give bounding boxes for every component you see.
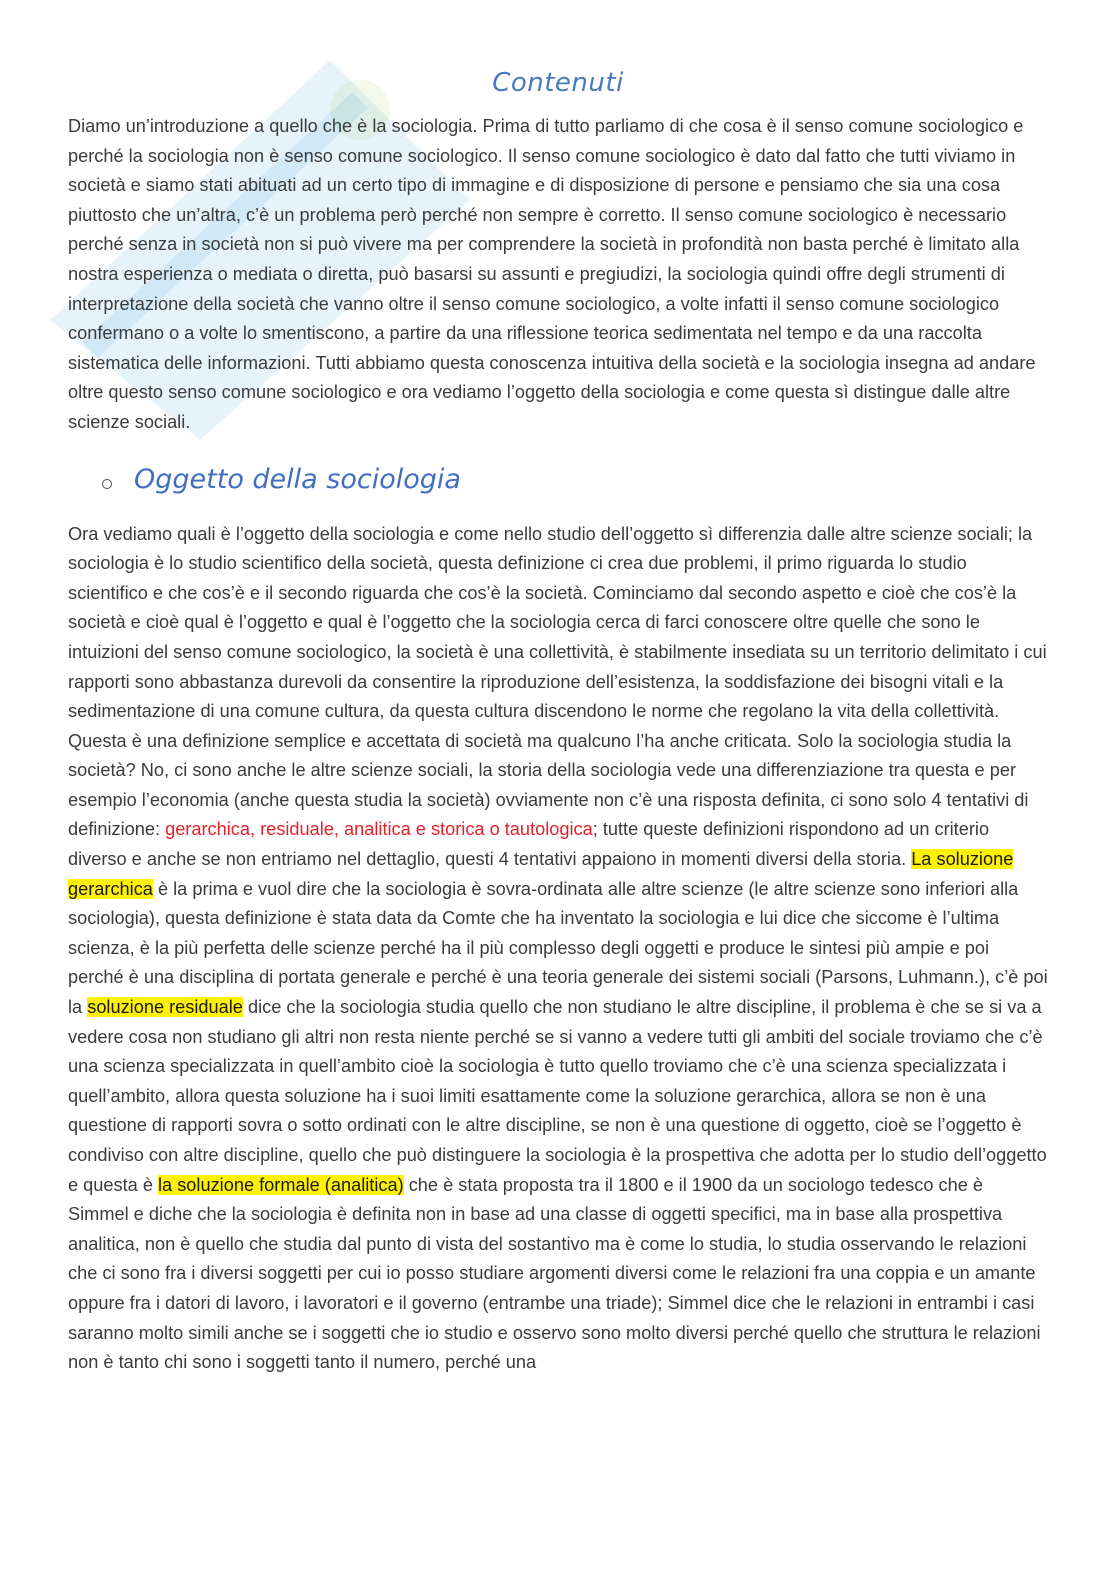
section-title: Oggetto della sociologia bbox=[134, 464, 461, 496]
section-heading bbox=[68, 460, 1048, 500]
text-run: dice che la sociologia studia quello che non studiano le altre discipline, il problema è che se si va a vedere cosa non studiano gli altri non resta niente perché se si vanno a vedere tutti gli ambiti del sociale troviamo che c’è una scienza specializzata in quell’ambito cioè la sociologia è tutto quello troviamo che c’è una scienza specializzata i quell’ambito, allora questa soluzione ha i suoi limiti esattamente come la soluzione gerarchica, allora se non è una questione di rapporti sovra o sotto ordinati con le altre discipline, se non è una questione di oggetto, cioè se l’oggetto è condiviso con altre discipline, quello che può distinguere la sociologia è la prospettiva che adotta per lo studio dell’oggetto e questa è bbox=[68, 997, 1047, 1195]
page-title: Contenuti bbox=[492, 68, 624, 98]
highlight-gerarchica: La soluzione gerarchica bbox=[68, 849, 1014, 899]
text-run: è la prima e vuol dire che la sociologia è sovra-ordinata alle altre scienze (le altre scienze sono inferiori alla sociologia), questa definizione è stata data da Comte che ha inventato la sociologia e lui dice che siccome è l’ultima scienza, è la più perfetta delle scienze perché ha il più complesso degli oggetti e produce le sintesi più ampie e poi perché è una disciplina di portata generale e perché è una teoria generale dei sistemi sociali (Parsons, Luhmann.), c’è poi la bbox=[68, 878, 1048, 1018]
section-paragraph bbox=[68, 520, 1048, 1378]
highlight-residuale: soluzione residuale bbox=[87, 997, 243, 1018]
highlight-analitica: la soluzione formale (analitica) bbox=[158, 1174, 404, 1195]
text-run: Ora vediamo quali è l’oggetto della sociologia e come nello studio dell’oggetto sì differenzia dalle altre scienze sociali; la sociologia è lo studio scientifico della società, questa definizione ci crea due problemi, il primo riguarda lo studio scientifico e che cos’è e il secondo riguarda che cos’è la società. Cominciamo dal secondo aspetto e cioè che cos’è la società e cioè qual è l’oggetto e qual è l’oggetto che la sociologia cerca di farci conoscere oltre quelle che sono le intuizioni del senso comune sociologico, la società è una collettività, è stabilmente insediata su un territorio delimitato i cui rapporti sono abbastanza durevoli da consentire la riproduzione dell’esistenza, la soddisfazione dei bisogni vitali e la sedimentazione di una comune cultura, da questa cultura discendono le norme che regolano la vita della collettività. Questa è una definizione semplice e accettata di società ma qualcuno l’ha anche criticata. Solo la sociologia studia la società? No, ci sono anche le altre scienze sociali, la storia della sociologia vede una differenziazione tra questa e per esempio l’economia (anche questa studia la società) ovviamente non c’è una risposta definita, ci sono solo 4 tentativi di definizione: bbox=[68, 523, 1047, 840]
bullet-circle-icon bbox=[102, 479, 112, 489]
text-run: ; tutte queste definizioni rispondono ad un criterio diverso e anche se non entriamo nel dettaglio, questi 4 tentativi appaiono in momenti diversi della storia. bbox=[68, 819, 990, 870]
text-run: che è stata proposta tra il 1800 e il 1900 da un sociologo tedesco che è Simmel e diche che la sociologia è definita non in base ad una classe di oggetti specifici, ma in base alla prospettiva analitica, non è quello che studia dal punto di vista del sostantivo ma è come lo studia, lo studia osservando le relazioni che ci sono fra i diversi soggetti per cui io posso studiare argomenti diversi come le relazioni fra una coppia e un amante oppure fra i datori di lavoro, i lavoratori e il governo (entrambe una triade); Simmel dice che le relazioni in entrambi i casi saranno molto simili anche se i soggetti che io studio e osservo sono molto diversi perché quello che struttura le relazioni non è tanto chi sono i soggetti tanto il numero, perché una bbox=[68, 1174, 1041, 1373]
intro-paragraph: Diamo un’introduzione a quello che è la sociologia. Prima di tutto parliamo di che cosa è il senso comune sociologico e perché la sociologia non è senso comune sociologico. Il senso comune sociologico è dato dal fatto che tutti viviamo in società e siamo stati abituati ad un certo tipo di immagine e di disposizione di persone e pensiamo che sia una cosa piuttosto che un’altra, c’è un problema però perché non sempre è corretto. Il senso comune sociologico è necessario perché senza in società non si può vivere ma per comprendere la società in profondità non basta perché è limitato alla nostra esperienza o mediata o diretta, può basarsi su assunti e pregiudizi, la sociologia quindi offre degli strumenti di interpretazione della società che vanno oltre il senso comune sociologico, a volte infatti il senso comune sociologico confermano o a volte lo smentiscono, a partire da una riflessione teorica sedimentata nel tempo e da una raccolta sistematica delle informazioni. Tutti abbiamo questa conoscenza intuitiva della società e la sociologia insegna ad andare oltre questo senso comune sociologico e ora vediamo l’oggetto della sociologia e come questa sì distingue dalle altre scienze sociali. bbox=[68, 116, 1036, 432]
red-emphasis: gerarchica, residuale, analitica e storica o tautologica bbox=[165, 819, 593, 840]
